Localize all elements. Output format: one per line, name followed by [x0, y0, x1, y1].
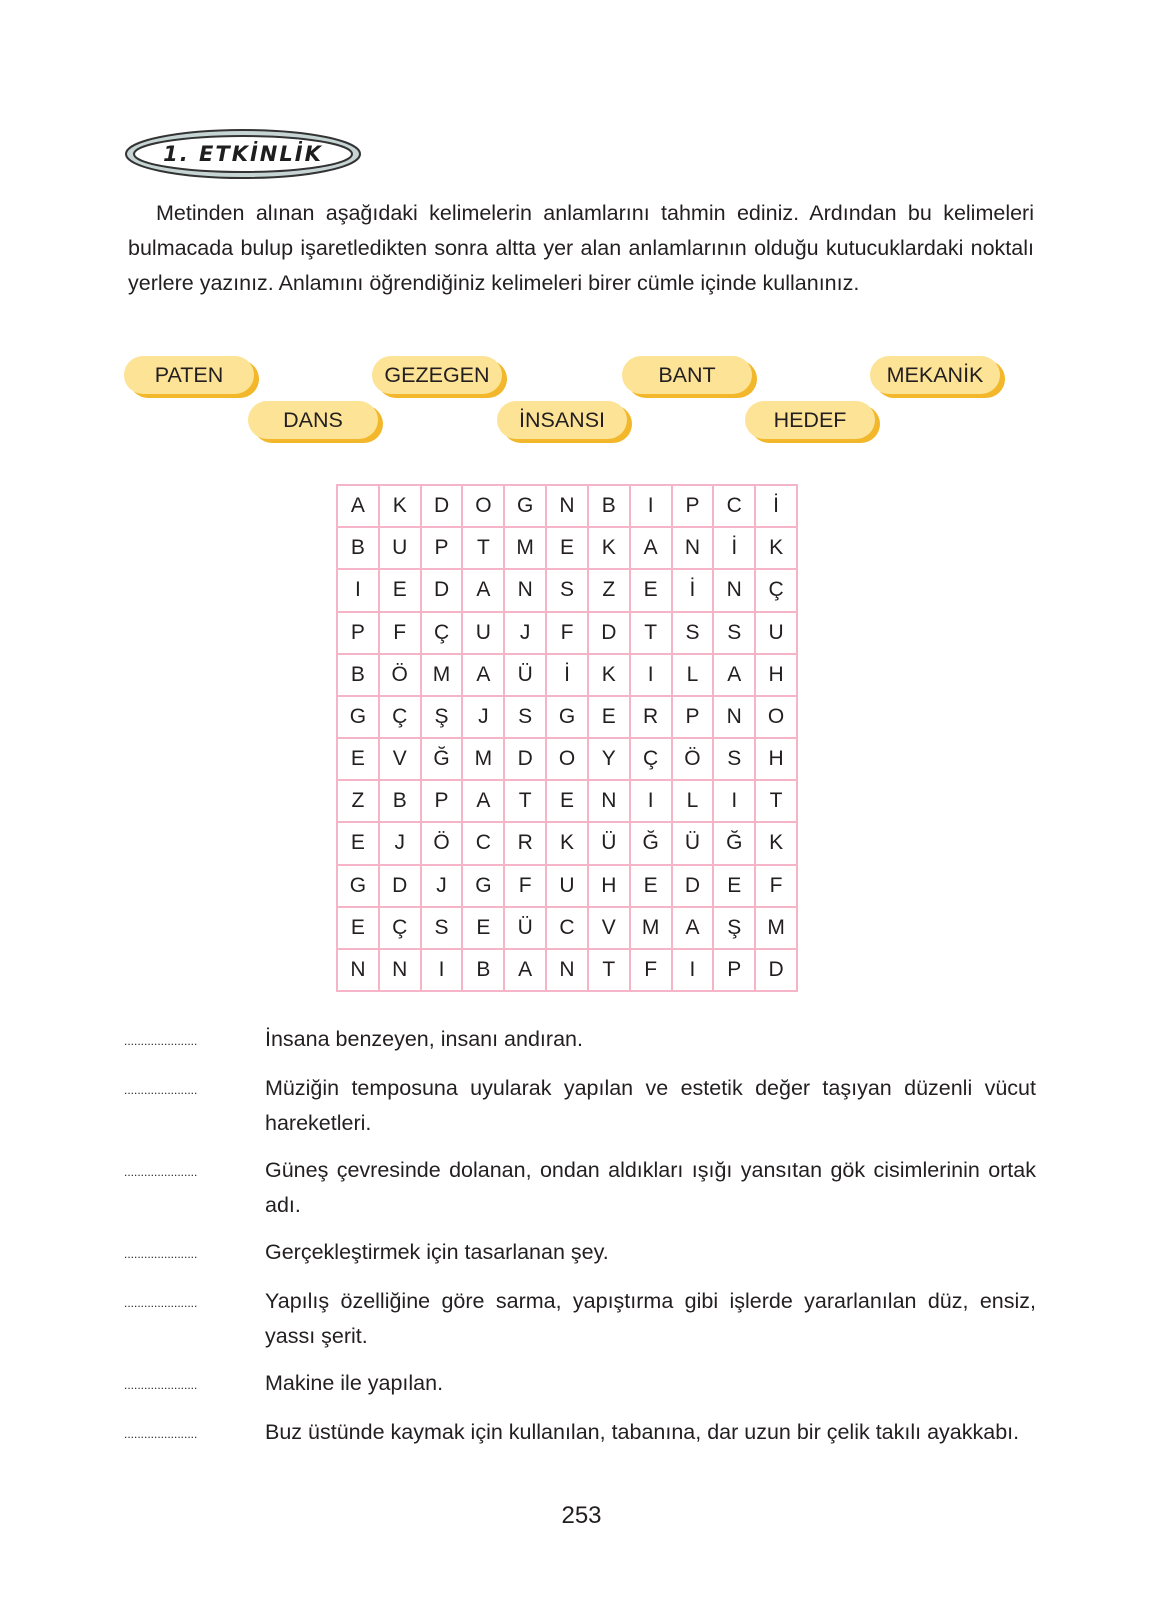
puzzle-cell[interactable]: V	[380, 739, 420, 779]
puzzle-cell[interactable]: K	[756, 823, 796, 863]
puzzle-cell[interactable]: İ	[673, 570, 713, 610]
word-search-grid	[336, 484, 798, 992]
puzzle-cell[interactable]: F	[756, 866, 796, 906]
answer-blank[interactable]: ......................	[124, 1165, 198, 1179]
puzzle-cell[interactable]: Ç	[756, 570, 796, 610]
puzzle-cell[interactable]: I	[673, 950, 713, 990]
puzzle-cell[interactable]: N	[547, 486, 587, 526]
puzzle-cell[interactable]: T	[631, 613, 671, 653]
puzzle-cell[interactable]: Ö	[422, 823, 462, 863]
puzzle-cell[interactable]: E	[338, 908, 378, 948]
puzzle-cell[interactable]: F	[380, 613, 420, 653]
puzzle-cell[interactable]: P	[714, 950, 754, 990]
puzzle-cell[interactable]: Ç	[380, 697, 420, 737]
puzzle-cell[interactable]: P	[422, 528, 462, 568]
puzzle-cell[interactable]: I	[422, 950, 462, 990]
word-insansi: İNSANSI	[497, 401, 627, 439]
puzzle-cell[interactable]: A	[714, 655, 754, 695]
puzzle-cell[interactable]: T	[756, 781, 796, 821]
word-hedef: HEDEF	[745, 401, 875, 439]
puzzle-cell[interactable]: F	[505, 866, 545, 906]
puzzle-cell[interactable]: D	[505, 739, 545, 779]
puzzle-cell[interactable]: D	[673, 866, 713, 906]
activity-title: 1. ETKİNLİK	[163, 142, 323, 166]
puzzle-cell[interactable]: G	[463, 866, 503, 906]
definition-item	[124, 1071, 1036, 1141]
puzzle-cell[interactable]: E	[338, 823, 378, 863]
puzzle-cell[interactable]: B	[338, 528, 378, 568]
puzzle-cell[interactable]: F	[547, 613, 587, 653]
puzzle-cell[interactable]: E	[547, 528, 587, 568]
definition-text: Güneş çevresinde dolanan, ondan aldıkları ışığı yansıtan gök cisimlerinin ortak adı.	[265, 1158, 1036, 1217]
puzzle-cell[interactable]: M	[505, 528, 545, 568]
definitions-list	[124, 1022, 1036, 1464]
puzzle-cell[interactable]: G	[505, 486, 545, 526]
puzzle-cell[interactable]: M	[463, 739, 503, 779]
puzzle-cell[interactable]: S	[505, 697, 545, 737]
puzzle-cell[interactable]: N	[673, 528, 713, 568]
puzzle-cell[interactable]: J	[422, 866, 462, 906]
puzzle-cell[interactable]: N	[380, 950, 420, 990]
puzzle-cell[interactable]: S	[714, 739, 754, 779]
puzzle-cell[interactable]: Ü	[589, 823, 629, 863]
definition-text: Yapılış özelliğine göre sarma, yapıştırma gibi işlerde yararlanılan düz, ensiz, yassı şerit.	[265, 1289, 1036, 1348]
puzzle-cell[interactable]: İ	[756, 486, 796, 526]
puzzle-cell[interactable]: E	[463, 908, 503, 948]
puzzle-cell[interactable]: I	[631, 655, 671, 695]
definition-item	[124, 1415, 1036, 1452]
puzzle-cell[interactable]: D	[380, 866, 420, 906]
answer-blank[interactable]: ......................	[124, 1427, 198, 1441]
puzzle-cell[interactable]: N	[589, 781, 629, 821]
puzzle-cell[interactable]: K	[380, 486, 420, 526]
puzzle-cell[interactable]: N	[547, 950, 587, 990]
puzzle-cell[interactable]: Ş	[422, 697, 462, 737]
answer-blank[interactable]: ......................	[124, 1034, 198, 1048]
puzzle-cell[interactable]: S	[547, 570, 587, 610]
puzzle-cell[interactable]: F	[631, 950, 671, 990]
puzzle-cell[interactable]: E	[380, 570, 420, 610]
puzzle-cell[interactable]: İ	[714, 528, 754, 568]
puzzle-cell[interactable]: I	[338, 570, 378, 610]
puzzle-cell[interactable]: A	[505, 950, 545, 990]
puzzle-cell[interactable]: G	[547, 697, 587, 737]
puzzle-cell[interactable]: Z	[589, 570, 629, 610]
puzzle-cell[interactable]: L	[673, 655, 713, 695]
puzzle-cell[interactable]: A	[338, 486, 378, 526]
puzzle-cell[interactable]: N	[338, 950, 378, 990]
puzzle-cell[interactable]: M	[631, 908, 671, 948]
puzzle-cell[interactable]: U	[756, 613, 796, 653]
puzzle-cell[interactable]: D	[756, 950, 796, 990]
answer-blank[interactable]: ......................	[124, 1378, 198, 1392]
puzzle-cell[interactable]: J	[505, 613, 545, 653]
puzzle-cell[interactable]: Y	[589, 739, 629, 779]
puzzle-cell[interactable]: L	[673, 781, 713, 821]
puzzle-cell[interactable]: Ş	[714, 908, 754, 948]
puzzle-cell[interactable]: U	[463, 613, 503, 653]
puzzle-cell[interactable]: M	[422, 655, 462, 695]
puzzle-cell[interactable]: T	[589, 950, 629, 990]
puzzle-cell[interactable]: S	[673, 613, 713, 653]
puzzle-cell[interactable]: B	[380, 781, 420, 821]
puzzle-cell[interactable]: D	[422, 570, 462, 610]
puzzle-cell[interactable]: N	[714, 570, 754, 610]
puzzle-cell[interactable]: K	[756, 528, 796, 568]
definition-text: Gerçekleştirmek için tasarlanan şey.	[265, 1240, 609, 1264]
puzzle-cell[interactable]: N	[505, 570, 545, 610]
puzzle-cell[interactable]: P	[673, 697, 713, 737]
puzzle-cell[interactable]: H	[756, 739, 796, 779]
puzzle-cell[interactable]: E	[338, 739, 378, 779]
puzzle-cell[interactable]: T	[463, 528, 503, 568]
puzzle-cell[interactable]: D	[589, 613, 629, 653]
word-gezegen: GEZEGEN	[372, 356, 502, 394]
puzzle-cell[interactable]: A	[631, 528, 671, 568]
puzzle-cell[interactable]: İ	[547, 655, 587, 695]
definition-text: Makine ile yapılan.	[265, 1371, 444, 1395]
instructions: Metinden alınan aşağıdaki kelimelerin anlamlarını tahmin ediniz. Ardından bu kelimeleri bulmacada bulup işaretledikten sonra altta yer alan anlamlarının olduğu kutucuklardaki noktalı yerlere yazınız. Anlamını öğrendiğiniz kelimeleri birer cümle içinde kullanınız.	[128, 201, 1034, 295]
puzzle-cell[interactable]: N	[714, 697, 754, 737]
answer-blank[interactable]: ......................	[124, 1247, 198, 1261]
puzzle-cell[interactable]: E	[547, 781, 587, 821]
definition-text: Buz üstünde kaymak için kullanılan, tabanına, dar uzun bir çelik takılı ayakkabı.	[265, 1420, 1020, 1444]
puzzle-cell[interactable]: E	[631, 866, 671, 906]
word-mekanik: MEKANİK	[870, 356, 1000, 394]
puzzle-cell[interactable]: Ü	[505, 908, 545, 948]
puzzle-cell[interactable]: T	[505, 781, 545, 821]
puzzle-cell[interactable]: E	[589, 697, 629, 737]
puzzle-cell[interactable]: U	[547, 866, 587, 906]
puzzle-cell[interactable]: A	[463, 781, 503, 821]
word-bant: BANT	[622, 356, 752, 394]
puzzle-cell[interactable]: Ğ	[631, 823, 671, 863]
puzzle-cell[interactable]: Ü	[673, 823, 713, 863]
puzzle-cell[interactable]: O	[547, 739, 587, 779]
puzzle-cell[interactable]: R	[631, 697, 671, 737]
puzzle-cell[interactable]: Ç	[422, 613, 462, 653]
puzzle-cell[interactable]: Ç	[380, 908, 420, 948]
definition-text: İnsana benzeyen, insanı andıran.	[265, 1027, 583, 1051]
puzzle-cell[interactable]: Ğ	[422, 739, 462, 779]
puzzle-cell[interactable]: K	[589, 655, 629, 695]
puzzle-cell[interactable]: V	[589, 908, 629, 948]
puzzle-cell[interactable]: Ö	[673, 739, 713, 779]
puzzle-cell[interactable]: Z	[338, 781, 378, 821]
puzzle-cell[interactable]: H	[589, 866, 629, 906]
puzzle-cell[interactable]: G	[338, 866, 378, 906]
puzzle-cell[interactable]: O	[756, 697, 796, 737]
puzzle-cell[interactable]: Ç	[631, 739, 671, 779]
definition-item	[124, 1235, 1036, 1272]
puzzle-cell[interactable]: B	[463, 950, 503, 990]
puzzle-cell[interactable]: A	[673, 908, 713, 948]
definition-text: Müziğin temposuna uyularak yapılan ve estetik değer taşıyan düzenli vücut hareketleri.	[265, 1076, 1036, 1135]
puzzle-cell[interactable]: E	[714, 866, 754, 906]
puzzle-cell[interactable]: K	[589, 528, 629, 568]
puzzle-cell[interactable]: O	[463, 486, 503, 526]
answer-blank[interactable]: ......................	[124, 1083, 198, 1097]
puzzle-cell[interactable]: I	[631, 486, 671, 526]
puzzle-cell[interactable]: M	[756, 908, 796, 948]
puzzle-cell[interactable]: P	[673, 486, 713, 526]
puzzle-cell[interactable]: D	[422, 486, 462, 526]
definition-item	[124, 1153, 1036, 1223]
puzzle-cell[interactable]: J	[380, 823, 420, 863]
puzzle-cell[interactable]: R	[505, 823, 545, 863]
word-dans: DANS	[248, 401, 378, 439]
definition-item	[124, 1284, 1036, 1354]
puzzle-cell[interactable]: P	[338, 613, 378, 653]
puzzle-cell[interactable]: I	[714, 781, 754, 821]
puzzle-cell[interactable]: K	[547, 823, 587, 863]
activity-badge	[124, 128, 362, 180]
puzzle-cell[interactable]: S	[714, 613, 754, 653]
puzzle-cell[interactable]: B	[589, 486, 629, 526]
puzzle-cell[interactable]: P	[422, 781, 462, 821]
definition-item	[124, 1022, 1036, 1059]
definition-item	[124, 1366, 1036, 1403]
puzzle-cell[interactable]: G	[338, 697, 378, 737]
puzzle-cell[interactable]: C	[714, 486, 754, 526]
puzzle-cell[interactable]: C	[547, 908, 587, 948]
puzzle-cell[interactable]: A	[463, 570, 503, 610]
puzzle-cell[interactable]: H	[756, 655, 796, 695]
puzzle-cell[interactable]: A	[463, 655, 503, 695]
puzzle-cell[interactable]: Ö	[380, 655, 420, 695]
puzzle-cell[interactable]: C	[463, 823, 503, 863]
puzzle-cell[interactable]: U	[380, 528, 420, 568]
puzzle-cell[interactable]: Ü	[505, 655, 545, 695]
puzzle-cell[interactable]: B	[338, 655, 378, 695]
answer-blank[interactable]: ......................	[124, 1296, 198, 1310]
word-paten: PATEN	[124, 356, 254, 394]
puzzle-cell[interactable]: E	[631, 570, 671, 610]
puzzle-cell[interactable]: Ğ	[714, 823, 754, 863]
page-number: 253	[561, 1502, 602, 1529]
puzzle-cell[interactable]: I	[631, 781, 671, 821]
puzzle-cell[interactable]: S	[422, 908, 462, 948]
puzzle-cell[interactable]: J	[463, 697, 503, 737]
